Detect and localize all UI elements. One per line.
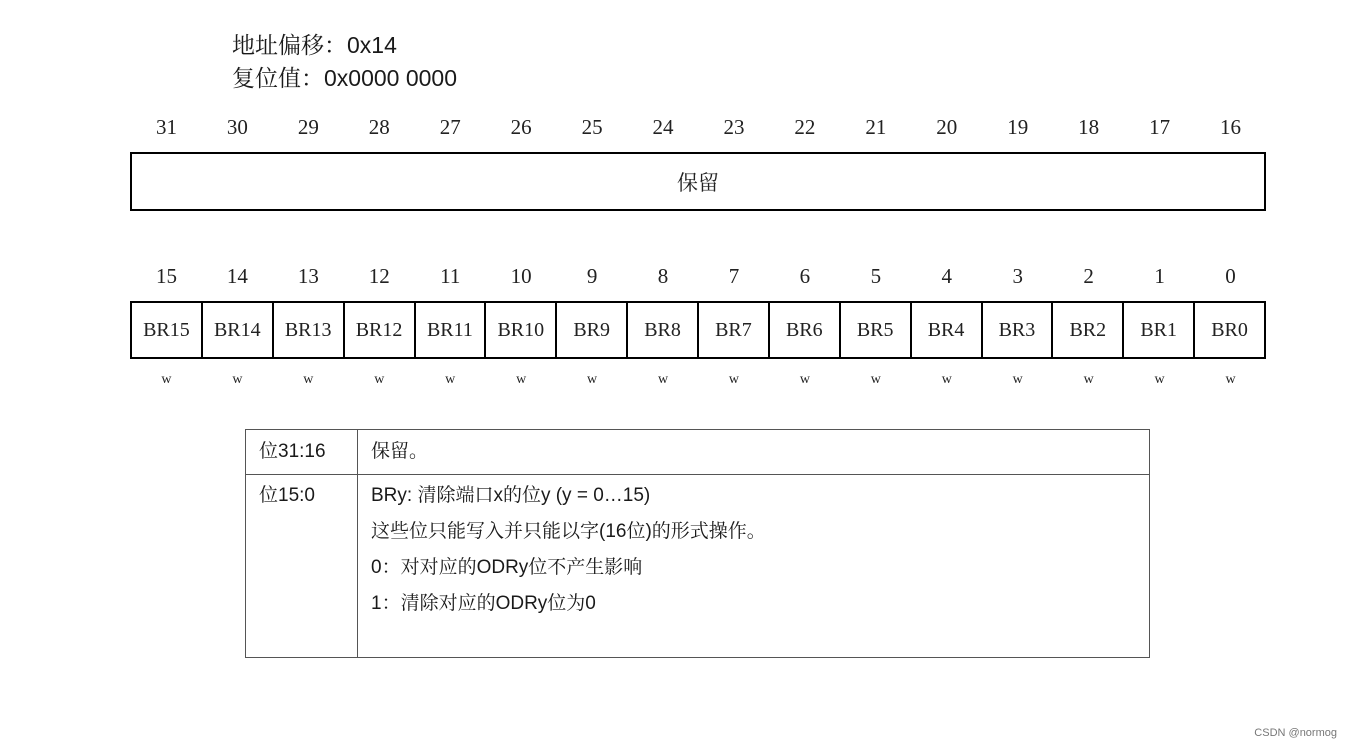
bit-number: 18 [1078,115,1100,139]
bit-number: 19 [1007,115,1029,139]
access-type: w [516,372,527,387]
access-type: w [303,372,314,387]
bit-number: 6 [799,264,811,288]
bit-number: 27 [439,115,461,139]
bit-number: 23 [723,115,745,139]
bit-number: 20 [936,115,958,139]
bit-field-cell: BR15 [132,303,203,357]
reset-value: 复位值：0x0000 0000 [232,65,458,91]
bit-number: 31 [155,115,177,139]
access-type: w [587,372,598,387]
access-type-row [131,372,1266,388]
bit-field-cell: BR13 [274,303,345,357]
bit-number: 24 [652,115,674,139]
lower-bit-numbers [131,264,1266,289]
reserved-field [130,152,1266,211]
bit-field-row [130,301,1266,359]
access-type: w [1012,372,1023,387]
bit-field-cell: BR6 [770,303,841,357]
bit-number: 11 [440,264,461,288]
bit-number: 13 [297,264,319,288]
bit-field-cell: BR10 [486,303,557,357]
access-type: w [941,372,952,387]
column-divider [357,430,358,657]
bit-field-cell: BR9 [557,303,628,357]
access-type: w [1154,372,1165,387]
bit-field-cell: BR2 [1053,303,1124,357]
bit-number: 25 [581,115,603,139]
bit-number: 3 [1012,264,1023,288]
reserved-label: 保留 [677,171,719,195]
bit-number: 30 [226,115,248,139]
bit-field-cell: BR1 [1124,303,1195,357]
watermark: CSDN @normog [1254,727,1337,739]
bit-number: 21 [865,115,887,139]
bit-number: 17 [1149,115,1171,139]
bit-field-cell: BR7 [699,303,770,357]
bit-number: 29 [297,115,319,139]
description-table [245,429,1150,658]
bit-field-cell: BR5 [841,303,912,357]
bit-number: 5 [870,264,882,288]
address-offset: 地址偏移：0x14 [232,32,397,58]
row2-description-line: 0：对对应的ODRy位不产生影响 [371,557,643,578]
row2-description-line: 这些位只能写入并只能以字(16位)的形式操作。 [371,521,766,542]
bit-number: 8 [657,264,669,288]
bit-field-cell: BR11 [416,303,487,357]
bit-number: 4 [941,264,953,288]
row2-description-line: 1：清除对应的ODRy位为0 [371,593,596,614]
bit-number: 14 [226,264,248,288]
row1-bits: 位31:16 [259,441,326,462]
bit-field-cell: BR4 [912,303,983,357]
access-type: w [1225,372,1236,387]
bit-number: 15 [155,264,177,288]
bit-number: 1 [1154,264,1165,288]
bit-number: 0 [1225,264,1236,288]
bit-field-cell: BR12 [345,303,416,357]
row2-description-line: BRy: 清除端口x的位y (y = 0…15) [371,485,651,506]
access-type: w [870,372,881,387]
upper-bit-numbers [131,115,1266,140]
bit-number: 12 [368,264,390,288]
bit-number: 22 [794,115,816,139]
access-type: w [799,372,810,387]
row2-bits: 位15:0 [259,485,315,506]
access-type: w [1083,372,1094,387]
bit-number: 2 [1083,264,1094,288]
bit-field-cell: BR8 [628,303,699,357]
access-type: w [232,372,243,387]
bit-number: 9 [586,264,598,288]
access-type: w [374,372,385,387]
access-type: w [445,372,456,387]
bit-number: 10 [510,264,532,288]
bit-field-cell: BR0 [1211,318,1248,341]
access-type: w [657,372,669,387]
bit-number: 16 [1220,115,1242,139]
bit-field-cell: BR3 [983,303,1054,357]
access-type: w [728,372,740,387]
row1-description: 保留。 [371,441,429,462]
bit-number: 7 [728,264,740,288]
access-type: w [161,372,172,387]
bit-number: 28 [368,115,390,139]
bit-field-cell: BR14 [203,303,274,357]
bit-number: 26 [510,115,532,139]
